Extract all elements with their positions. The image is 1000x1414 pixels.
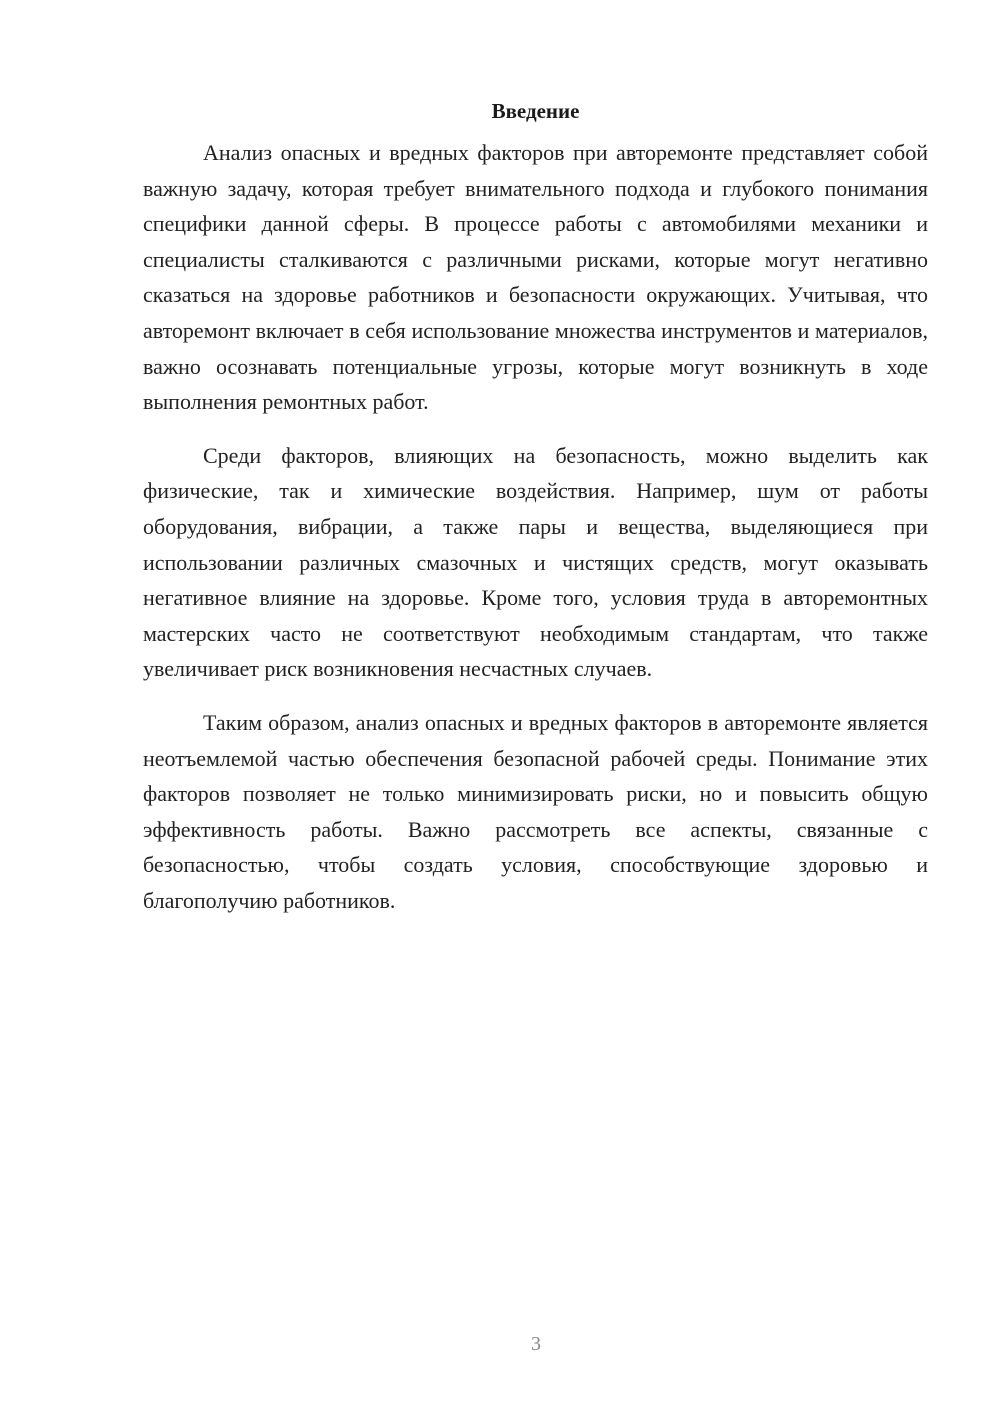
paragraph-2: Среди факторов, влияющих на безопасность, можно выделить как физические, так и химические воздействия. Например, шум от работы оборудования, вибрации, а также пары и вещества, выделяющиеся при использовании различных смазочных и чистящих средств, могут оказывать негативное влияние на здоровье. Кроме того, условия труда в авторемонтных мастерских часто не соответствуют необходимым стандартам, что также увеличивает риск возникновения несчастных случаев. (143, 442, 928, 682)
paragraph-1: Анализ опасных и вредных факторов при авторемонте представляет собой важную задачу, которая требует внимательного подхода и глубокого понимания специфики данной сферы. В процессе работы с автомобилями механики и специалисты сталкиваются с различными рисками, которые могут негативно сказаться на здоровье работников и безопасности окружающих. Учитывая, что авторемонт включает в себя использование множества инструментов и материалов, важно осознавать потенциальные угрозы, которые могут возникнуть в ходе выполнения ремонтных работ. (143, 140, 928, 415)
page-content (143, 94, 928, 936)
page-number: 3 (531, 1333, 541, 1355)
paragraph-3: Таким образом, анализ опасных и вредных факторов в авторемонте является неотъемлемой частью обеспечения безопасной рабочей среды. Понимание этих факторов позволяет не только минимизировать риски, но и повысить общую эффективность работы. Важно рассмотреть все аспекты, связанные с безопасностью, чтобы создать условия, способствующие здоровью и благополучию работников. (143, 709, 928, 913)
section-heading: Введение (491, 99, 580, 123)
